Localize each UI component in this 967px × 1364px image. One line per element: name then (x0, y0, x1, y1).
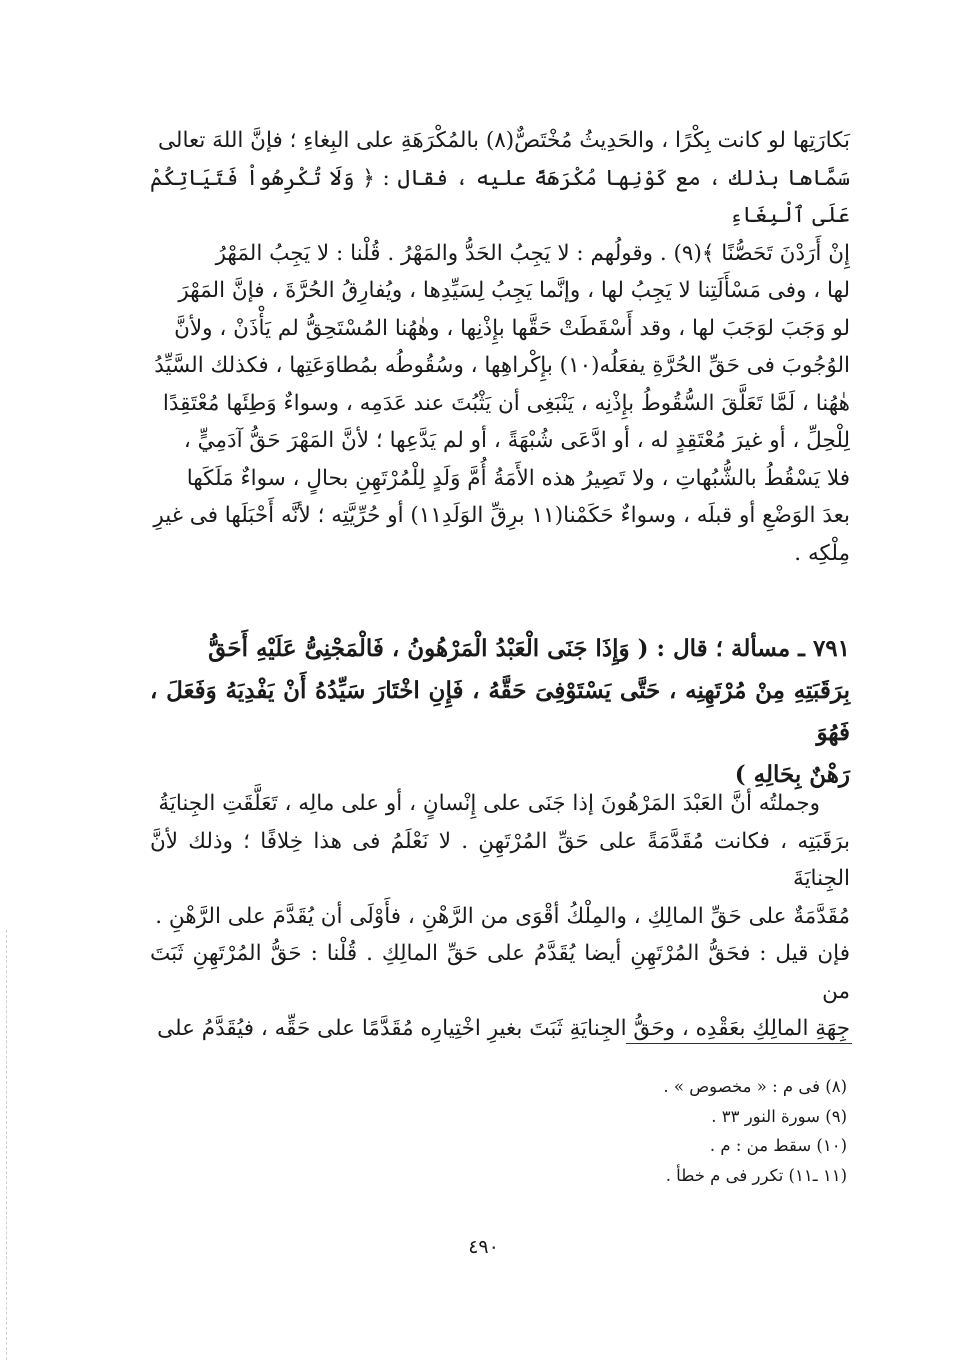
footnote: (١١ ـ١١) تكرر فى م خطأ . (665, 1165, 847, 1185)
issue-heading (150, 628, 850, 796)
text-line: الوُجُوبَ فى حَقِّ الحُرَّةِ يفعَلُه(١٠) بإِكْراهِها ، وسُقُوطُه بمُطاوَعَتِها ، فكذلك السَّيِّدُ (154, 353, 850, 378)
text-line: إِنْ أَرَدْنَ تَحَصُّنًا ﴾(٩) . وقولُهم : لا يَجِبُ الحَدُّ والمَهْرُ . قُلْنا : لا يَجِبُ المَهْرُ (215, 240, 850, 266)
footnote: (٩) سورة النور ٣٣ . (711, 1106, 847, 1126)
body-paragraph-explanation (150, 785, 850, 1048)
text-line: برَقَبَتِه ، فكانت مُقَدَّمَةً على حَقِّ المُرْتَهِنِ . لا نَعْلَمُ فى هذا خِلافًا ؛ وذلك لأنَّ الجِنايَةَ (150, 828, 850, 891)
footnote-separator (626, 1043, 852, 1044)
text-line: لِلْحِلِّ ، أو غيرَ مُعْتَقِدٍ له ، أو ادَّعَى شُبْهَةً ، أو لم يَدَّعِها ؛ لأنَّ المَهْرَ حَقُّ آدَمِيٍّ ، (183, 428, 850, 453)
heading-line: رَهْنٌ بِحَالِهِ ) (734, 761, 850, 788)
footnotes (450, 1072, 847, 1190)
text-line: سَمَّاها بذلك ، مع كَوْنِها مُكْرَهَةً عليه ، فقال : ﴿ وَلَا تُكْرِهُواْ فَتَيَاتِكُمْ عَلَى ٱلْبِغَاءِ (150, 165, 850, 228)
body-paragraph-continuation (150, 122, 850, 572)
text-line: لها ، وفى مَسْأَلَتِنا لا يَجِبُ لها ، وإنَّما يَجِبُ لِسَيِّدِها ، ويُفارِقُ الحُرَّةَ ، فإنَّ المَهْرَ (178, 278, 850, 303)
text-line: جِهَةِ المالِكِ بعَقْدِه ، وحَقُّ الجِنايَةِ ثَبَتَ بغيرِ اخْتِيارِه مُقَدَّمًا على حَقِّه ، فيُقَدَّمُ على (157, 1016, 850, 1041)
footnote: (١٠) سقط من : م . (709, 1136, 847, 1155)
text-line: وجملتُه أنَّ العَبْدَ المَرْهُونَ إذا جَنَى على إِنْسانٍ ، أو على مالِه ، تَعَلَّقَتِ الجِنايَةُ (158, 791, 820, 816)
text-line: بعدَ الوَضْعِ أو قبلَه ، وسواءٌ حَكَمْنا(١١ برِقِّ الوَلَدِ١١) أو حُرِّيَّتِه ؛ لأنَّه أَحْبَلَها فى غيرِ (153, 503, 850, 528)
text-line: لو وَجَبَ لوَجَبَ لها ، وقد أَسْقَطَتْ حَقَّها بإِذْنِها ، وهٰهُنا المُسْتَحِقُّ لم يَأْذَنْ ، ولأنَّ (174, 315, 850, 341)
footnote: (٨) فى م : « مخصوص » . (663, 1077, 847, 1096)
text-line: فلا يَسْقُطُ بالشُّبُهاتِ ، ولا تَصِيرُ هذه الأَمَةُ أُمَّ وَلَدٍ لِلْمُرْتَهِنِ بحالٍ ، سواءٌ مَلَكَها (186, 465, 850, 491)
text-line: مِلْكِه . (794, 540, 850, 566)
heading-line: ٧٩١ ـ مسألة ؛ قال : ( وَإِذَا جَنَى الْعَبْدُ الْمَرْهُونُ ، فَالْمَجْنِىُّ عَلَيْهِ أَحَقُّ (208, 635, 850, 662)
text-line: هٰهُنا ، لَمَّا تَعَلَّقَ السُّقُوطُ بإِذْنِه ، يَنْبَغِى أن يَثْبُتَ عند عَدَمِه ، وسواءٌ وَطِئَها مُعْتَقِدًا (162, 390, 850, 416)
page-number: ٤٩٠ (468, 1236, 499, 1258)
heading-line: بِرَقَبَتِهِ مِنْ مُرْتَهِنِه ، حَتَّى يَسْتَوْفِىَ حَقَّهُ ، فَإِنِ اخْتَارَ سَيِّدُهُ أَنْ يَفْدِيَهُ وَفَعَلَ ، فَهُوَ (150, 677, 850, 746)
scan-margin-marks (6, 930, 9, 1360)
text-line: بَكارَتِها لو كانت بِكْرًا ، والحَدِيثُ مُخْتَصٌّ(٨) بالمُكْرَهَةِ على البِغاءِ ؛ فإنَّ اللهَ تعالى (157, 128, 850, 153)
text-line: مُقَدَّمَةٌ على حَقِّ المالِكِ ، والمِلْكُ أقْوَى من الرَّهْنِ ، فأَوْلَى أن يُقَدَّمَ على الرَّهْنِ . (155, 903, 850, 929)
text-line: فإن قيل : فحَقُّ المُرْتَهِنِ أيضا يُقَدَّمُ على حَقِّ المالِكِ . قُلْنا : حَقُّ المُرْتَهِنِ ثَبَتَ من (150, 941, 850, 1004)
